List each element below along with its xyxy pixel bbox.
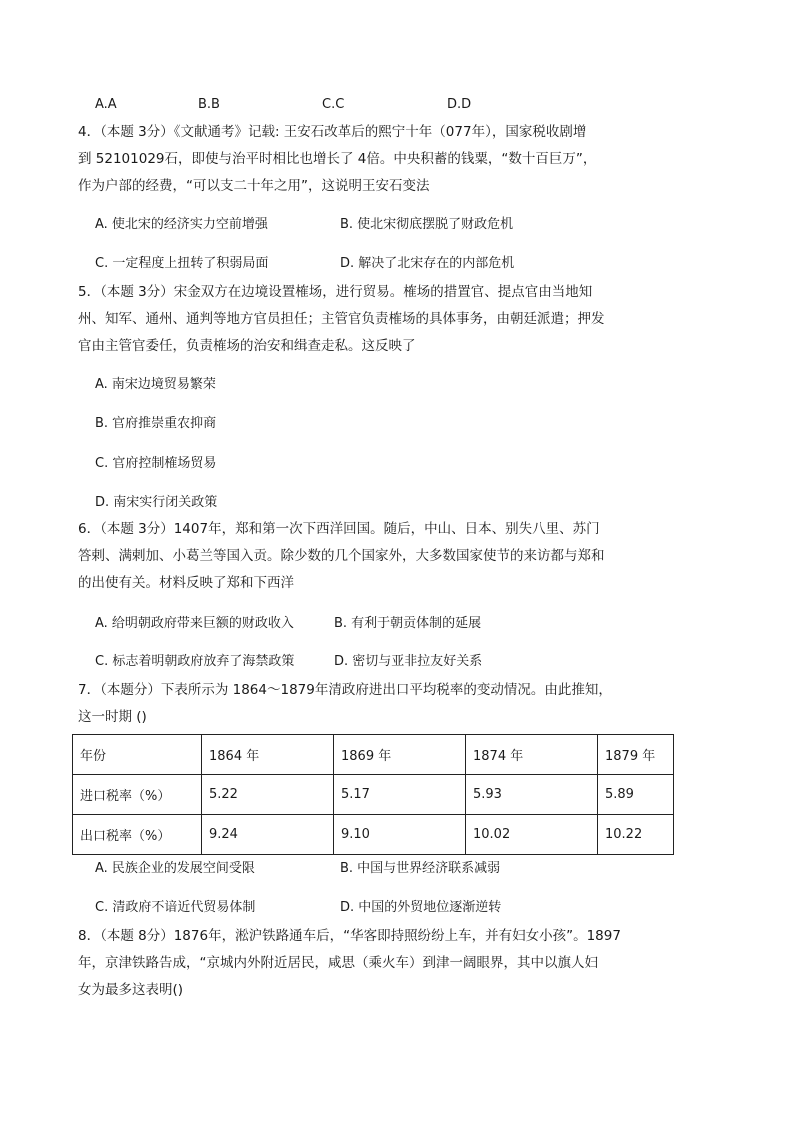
q6-option-b: B. 有利于朝贡体制的延展 (334, 616, 482, 631)
q7-stem-line-1: 7．（本题分）下表所示为 1864～1879年清政府进出口平均税率的变动情况。由此推知， (78, 682, 612, 698)
q4-option-c: C. 一定程度上扭转了积弱局面 (95, 256, 269, 271)
q6-option-c: C. 标志着明朝政府放弃了海禁政策 (95, 654, 295, 669)
q5-option-a: A. 南宋边境贸易繁荣 (95, 377, 216, 392)
table-header-cell: 1879 年 (598, 735, 674, 775)
q7-option-d: D. 中国的外贸地位逐渐逆转 (340, 900, 502, 915)
table-cell: 5.22 (202, 775, 334, 815)
q7-option-b: B. 中国与世界经济联系减弱 (340, 861, 501, 876)
tax-rate-table (72, 734, 674, 855)
table-cell: 出口税率（%） (73, 815, 202, 855)
q3-option-b: B.B (198, 97, 220, 112)
q5-option-b: B. 官府推崇重农抑商 (95, 416, 217, 431)
table-cell: 5.17 (334, 775, 466, 815)
q7-stem-line-2: 这一时期 () (78, 709, 147, 725)
table-cell: 9.10 (334, 815, 466, 855)
table-header-row (73, 735, 674, 775)
table-header-cell: 1869 年 (334, 735, 466, 775)
q5-option-d: D. 南宋实行闭关政策 (95, 495, 218, 510)
q8-stem-line-1: 8．（本题 8分）1876年，淞沪铁路通车后，“华客即持照纷纷上车，并有妇女小孩”。1897 (78, 928, 621, 944)
q4-option-a: A. 使北宋的经济实力空前增强 (95, 217, 268, 232)
table-cell: 10.02 (466, 815, 598, 855)
table-header-cell: 1874 年 (466, 735, 598, 775)
q4-option-b: B. 使北宋彻底摆脱了财政危机 (340, 217, 514, 232)
q4-stem-line-1: 4．（本题 3分）《文献通考》记载: 王安石改革后的熙宁十年（077年），国家税收剧增 (78, 124, 587, 140)
q5-option-c: C. 官府控制榷场贸易 (95, 456, 217, 471)
table-cell: 9.24 (202, 815, 334, 855)
q4-stem-line-2: 到 52101029石，即使与治平时相比也增长了 4倍。中央积蓄的钱粟，“数十百巨万”， (78, 151, 597, 167)
q7-option-c: C. 清政府不谙近代贸易体制 (95, 900, 256, 915)
q5-stem-line-2: 州、知军、通州、通判等地方官员担任；主管官负责榷场的具体事务，由朝廷派遣；押发 (78, 311, 605, 327)
q3-option-c: C.C (322, 97, 345, 112)
q4-stem-line-3: 作为户部的经费，“可以支二十年之用”，这说明王安石变法 (78, 178, 430, 194)
table-cell: 进口税率（%） (73, 775, 202, 815)
table-cell: 10.22 (598, 815, 674, 855)
table-row (73, 815, 674, 855)
q3-option-d: D.D (447, 97, 472, 112)
q6-stem-line-1: 6．（本题 3分）1407年，郑和第一次下西洋回国。随后，中山、日本、别失八里、苏门 (78, 521, 600, 537)
q5-stem-line-1: 5．（本题 3分）宋金双方在边境设置榷场，进行贸易。榷场的措置官、提点官由当地知 (78, 284, 593, 300)
q6-option-a: A. 给明朝政府带来巨额的财政收入 (95, 616, 294, 631)
q5-stem-line-3: 官由主管官委任，负责榷场的治安和缉查走私。这反映了 (78, 338, 416, 354)
table-row (73, 775, 674, 815)
q7-option-a: A. 民族企业的发展空间受限 (95, 861, 255, 876)
table-cell: 5.93 (466, 775, 598, 815)
q6-stem-line-2: 答剌、满剌加、小葛兰等国入贡。除少数的几个国家外，大多数国家使节的来访都与郑和 (78, 548, 605, 564)
q6-option-d: D. 密切与亚非拉友好关系 (334, 654, 483, 669)
table-cell: 5.89 (598, 775, 674, 815)
q3-option-a: A.A (95, 97, 117, 112)
table-header-cell: 年份 (73, 735, 202, 775)
table-header-cell: 1864 年 (202, 735, 334, 775)
q4-option-d: D. 解决了北宋存在的内部危机 (340, 256, 515, 271)
q8-stem-line-3: 女为最多这表明() (78, 982, 184, 998)
q8-stem-line-2: 年，京津铁路告成，“京城内外附近居民，咸思（乘火车）到津一阔眼界，其中以旗人妇 (78, 955, 598, 971)
q6-stem-line-3: 的出使有关。材料反映了郑和下西洋 (78, 575, 294, 591)
